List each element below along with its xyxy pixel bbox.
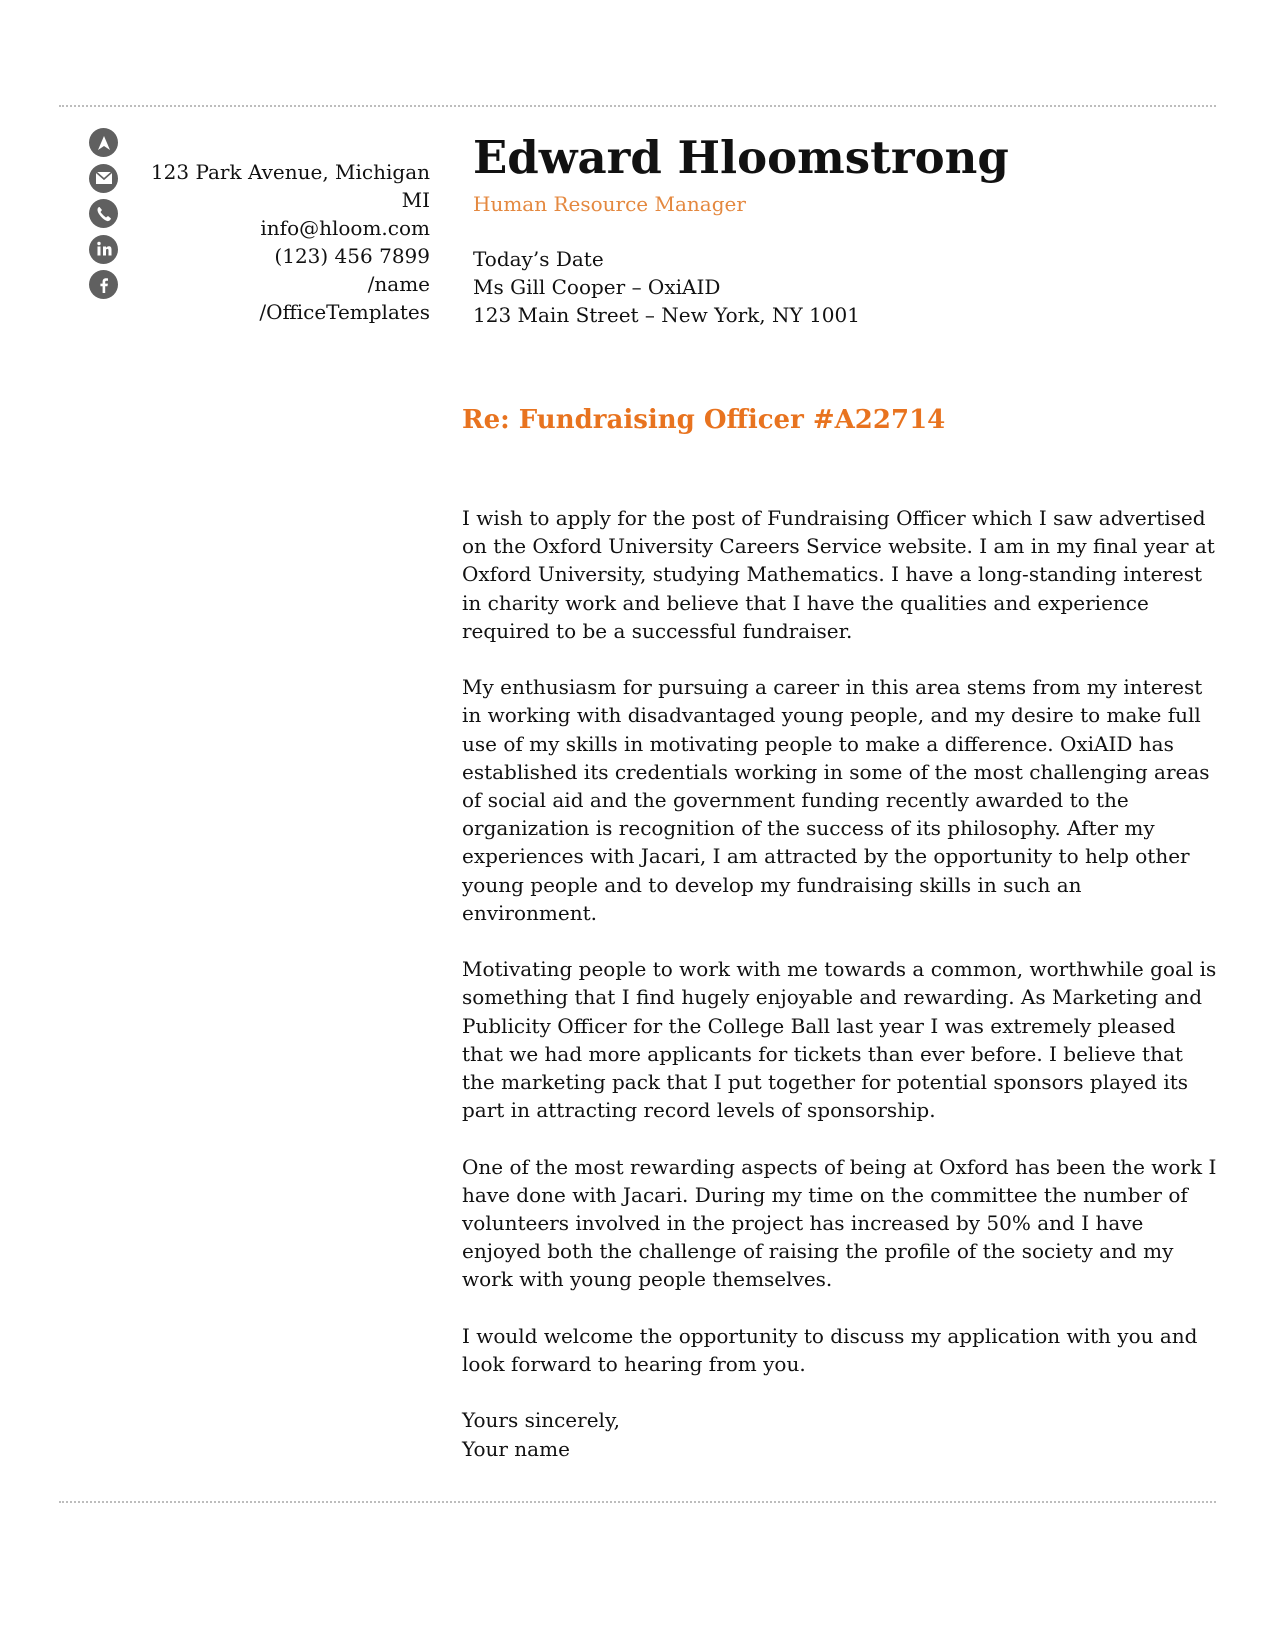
- facebook-icon: [89, 270, 118, 299]
- bottom-divider: [59, 1501, 1216, 1503]
- contact-linkedin[interactable]: /name: [367, 272, 430, 296]
- body-paragraph: I would welcome the opportunity to discuss my application with you and look forward to hearing from you.: [462, 1323, 1198, 1377]
- letter-closing: [462, 1406, 1217, 1462]
- body-paragraph: I wish to apply for the post of Fundraising Officer which I saw advertised on the Oxford University Careers Service website. I am in my final year at Oxford University, studying Mathematics. I have a long-standing interest in charity work and believe that I have the qualities and experience required to be a successful fundraiser.: [462, 506, 1215, 643]
- location-icon: [89, 128, 118, 157]
- contact-facebook[interactable]: /OfficeTemplates: [259, 300, 430, 324]
- contact-address: 123 Park Avenue, Michigan MI: [150, 160, 430, 212]
- body-paragraph: Motivating people to work with me towards a common, worthwhile goal is something that I find hugely enjoyable and rewarding. As Marketing and Publicity Officer for the College Ball last year I was extremely pleased that we had more applicants for tickets than ever before. I believe that the marketing pack that I put together for potential sponsors played its part in attracting record levels of sponsorship.: [462, 957, 1217, 1123]
- contact-details: [140, 158, 430, 326]
- contact-icons: [89, 128, 121, 306]
- letter-date: Today’s Date: [473, 247, 604, 271]
- recipient-block: [473, 245, 860, 329]
- body-paragraph: One of the most rewarding aspects of being at Oxford has been the work I have done with Jacari. During my time on the committee the number of volunteers involved in the project has increased by 50% and I have enjoyed both the challenge of raising the profile of the society and my work with young people themselves.: [462, 1154, 1217, 1292]
- closing-salutation: Yours sincerely,: [462, 1408, 620, 1433]
- letter-body: [462, 504, 1217, 1463]
- body-paragraph: My enthusiasm for pursuing a career in this area stems from my interest in working with disadvantaged young people, and my desire to make full use of my skills in motivating people to make a difference. OxiAID has established its credentials working in some of the most challenging areas of social aid and the government funding recently awarded to the organization is recognition of the success of its philosophy. After my experiences with Jacari, I am attracted by the opportunity to help other young people and to develop my fundraising skills in such an environment.: [462, 675, 1210, 925]
- sender-name: Edward Hloomstrong: [473, 131, 1009, 184]
- recipient-contact: Ms Gill Cooper – OxiAID: [473, 275, 721, 299]
- subject-line: Re: Fundraising Officer #A22714: [462, 405, 946, 435]
- recipient-address: 123 Main Street – New York, NY 1001: [473, 303, 860, 327]
- signature-name: Your name: [462, 1436, 570, 1461]
- phone-icon: [89, 199, 118, 228]
- contact-email[interactable]: info@hloom.com: [260, 216, 430, 240]
- linkedin-icon: [89, 235, 118, 264]
- contact-phone: (123) 456 7899: [274, 244, 430, 268]
- top-divider: [59, 105, 1216, 107]
- sender-job-title: Human Resource Manager: [473, 192, 746, 216]
- email-icon: [89, 164, 118, 193]
